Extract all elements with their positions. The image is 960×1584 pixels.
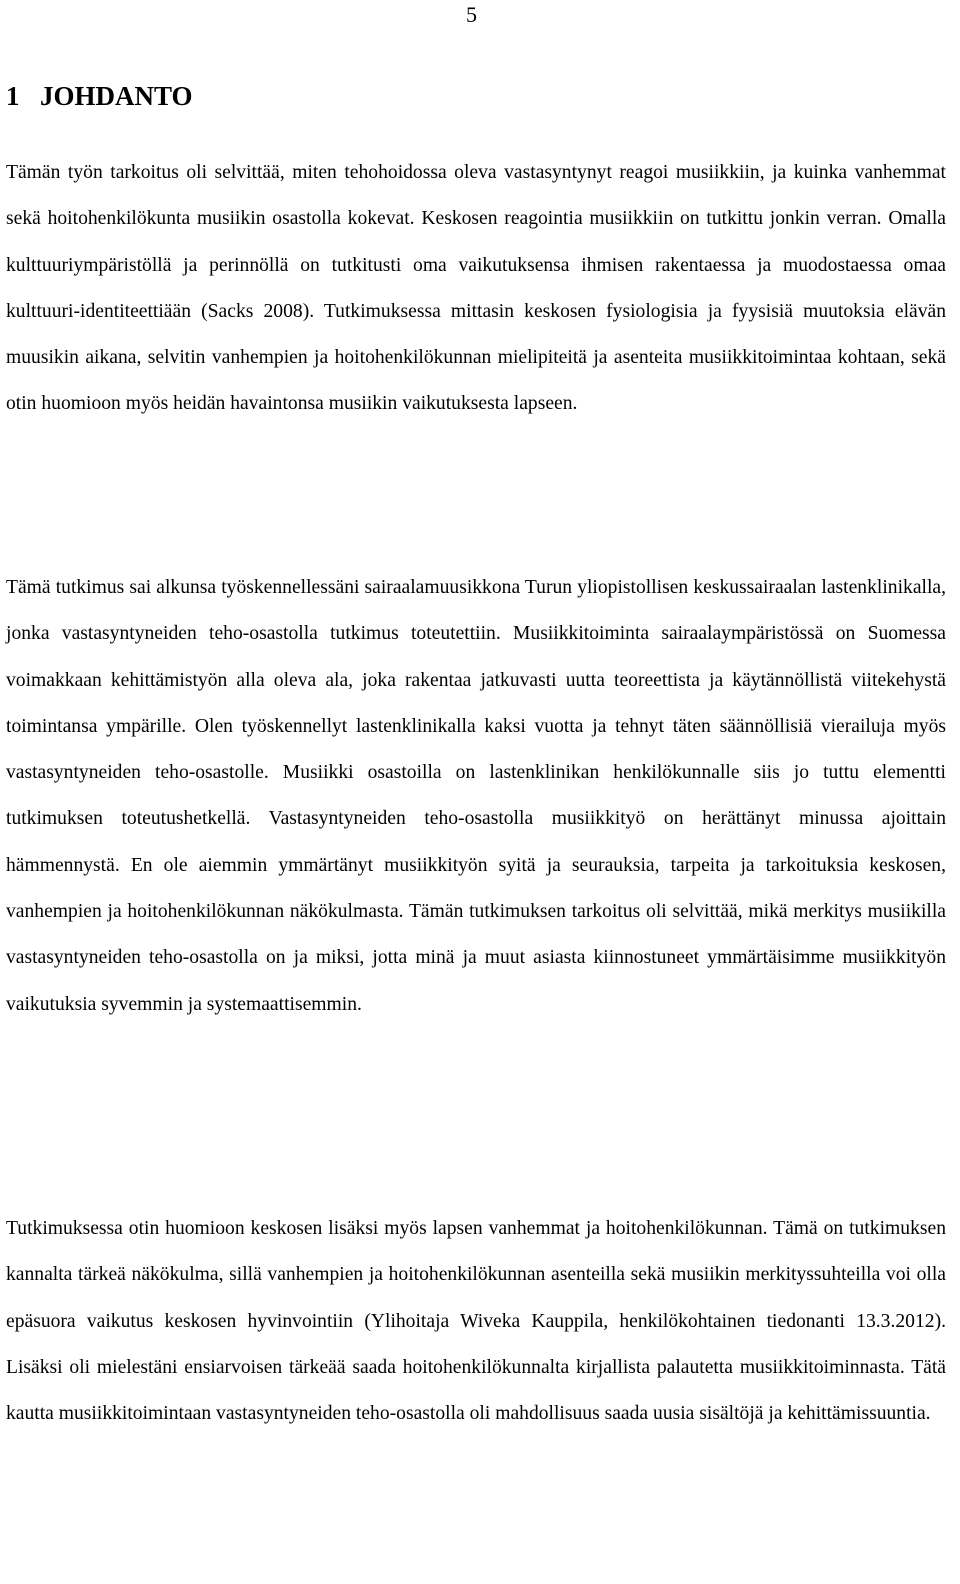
chapter-number: 1 [6,81,20,111]
page-number: 5 [466,2,477,27]
chapter-heading [6,78,193,114]
body-paragraph-1: Tämän työn tarkoitus oli selvittää, miten tehohoidossa oleva vastasyntynyt reagoi musiikkiin, ja kuinka vanhemmat sekä hoitohenkilökunta musiikin osastolla kokevat. Keskosen reagointia musiikkiin on tutkittu jonkin verran. Omalla kulttuuriympäristöllä ja perinnöllä on tutkitusti oma vaikutuksensa ihmisen rakentaessa ja muodostaessa omaa kulttuuri-identiteettiään (Sacks 2008). Tutkimuksessa mittasin keskosen fysiologisia ja fyysisiä muutoksia elävän muusikin aikana, selvitin vanhempien ja hoitohenkilökunnan mielipiteitä ja asenteita musiikkitoimintaa kohtaan, sekä otin huomioon myös heidän havaintonsa musiikin vaikutuksesta lapseen. [6,162,946,415]
body-paragraph-3: Tutkimuksessa otin huomioon keskosen lisäksi myös lapsen vanhemmat ja hoitohenkilökunnan. Tämä on tutkimuksen kannalta tärkeä näkökulma, sillä vanhempien ja hoitohenkilökunnan asenteilla sekä musiikin merkityssuhteilla voi olla epäsuora vaikutus keskosen hyvinvointiin (Ylihoitaja Wiveka Kauppila, henkilökohtainen tiedonanti 13.3.2012). Lisäksi oli mielestäni ensiarvoisen tärkeää saada hoitohenkilökunnalta kirjallista palautetta musiikkitoiminnasta. Tätä kautta musiikkitoimintaan vastasyntyneiden teho-osastolla oli mahdollisuus saada uusia sisältöjä ja kehittämissuuntia. [6,1218,946,1425]
body-paragraph-2: Tämä tutkimus sai alkunsa työskennellessäni sairaalamuusikkona Turun yliopistollisen keskussairaalan lastenklinikalla, jonka vastasyntyneiden teho-osastolla tutkimus toteutettiin. Musiikkitoiminta sairaalaympäristössä on Suomessa voimakkaan kehittämistyön alla oleva ala, joka rakentaa jatkuvasti uutta teoreettista ja käytännöllistä viitekehystä toimintansa ympärille. Olen työskennellyt lastenklinikalla kaksi vuotta ja tehnyt täten säännöllisiä vierailuja myös vastasyntyneiden teho-osastolle. Musiikki osastoilla on lastenklinikan henkilökunnalle siis jo tuttu elementti tutkimuksen toteutushetkellä. Vastasyntyneiden teho-osastolla musiikkityö on herättänyt minussa ajoittain hämmennystä. En ole aiemmin ymmärtänyt musiikkityön syitä ja seurauksia, tarpeita ja tarkoituksia keskosen, vanhempien ja hoitohenkilökunnan näkökulmasta. Tämän tutkimuksen tarkoitus oli selvittää, mikä merkitys musiikilla vastasyntyneiden teho-osastolla on ja miksi, jotta minä ja muut asiasta kiinnostuneet ymmärtäisimme musiikkityön vaikutuksia syvemmin ja systemaattisemmin. [6,577,946,1015]
chapter-title: JOHDANTO [40,81,193,111]
